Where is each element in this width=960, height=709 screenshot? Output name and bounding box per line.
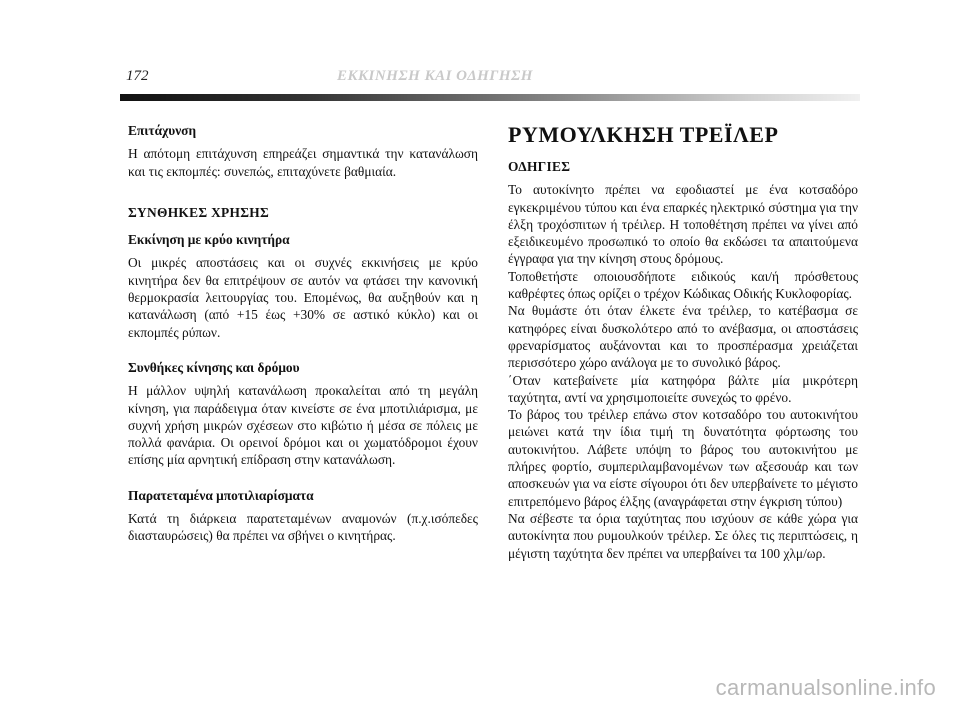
cold-engine-text: Οι μικρές αποστάσεις και οι συχνές εκκινήσεις με κρύο κινητήρα δεν θα επιτρέψουν σε αυτόν να φτάσει την κανονική θερμοκρασία λειτουργίας του. Επομένως, θα αυξηθούν και η κατανάλωση (από +15 έως +30% σε αστικό κύκλο) και οι εκπομπές ρύπων.: [128, 255, 478, 340]
acceleration-heading: Επιτάχυνση: [128, 123, 197, 138]
section-title: ΕΚΚΙΝΗΣΗ ΚΑΙ ΟΔΗΓΗΣΗ: [337, 68, 533, 84]
right-column: [508, 122, 858, 562]
cold-engine-heading: Εκκίνηση με κρύο κινητήρα: [128, 232, 290, 248]
header-divider-bar: [120, 94, 860, 101]
traffic-conditions-text: Η μάλλον υψηλή κατανάλωση προκαλείται από τη μεγάλη κίνηση, για παράδειγμα όταν κινείστε σε ένα μποτιλιάρισμα, με συχνή χρήση μικρών σχέσεων στο κιβώτιο ή μέσα σε πόλεις με πολλά φανάρια. Οι ορεινοί δρόμοι και οι χωματόδρομοι έχουν επίσης μία αρνητική επίδραση στην κατανάλωση.: [128, 383, 478, 468]
watermark: carmanualsonline.info: [715, 675, 936, 700]
traffic-jam-heading: Παρατεταμένα μποτιλιαρίσματα: [128, 487, 314, 503]
towing-paragraph-5: Το βάρος του τρέιλερ επάνω στον κοτσαδόρο του αυτοκινήτου μειώνει κατά την ίδια τιμή τη δυνατότητα φόρτωσης του αυτοκινήτου. Λάβετε υπόψη το βάρος του αυτοκινήτου με πλήρες φορτίο, συμπεριλαμβανομένων των αξεσουάρ και των αποσκευών για να είστε σίγουροι ότι δεν υπερβαίνετε το μέγιστο επιτρεπόμενο βάρος έλξης (αναγράφεται στην έγκριση τύπου): [508, 407, 858, 509]
towing-title: ΡΥΜΟΥΛΚΗΣΗ ΤΡΕΪΛΕΡ: [508, 122, 779, 147]
towing-paragraph-2: Τοποθετήστε οποιουσδήποτε ειδικούς και/ή πρόσθετους καθρέφτες όπως ορίζει ο τρέχον Κώδικας Οδικής Κυκλοφορίας.: [508, 268, 858, 302]
page-header: [120, 68, 860, 100]
page-number: 172: [126, 68, 149, 84]
towing-paragraph-6: Να σέβεστε τα όρια ταχύτητας που ισχύουν σε κάθε χώρα για αυτοκίνητα που ρυμουλκούν τρέιλερ. Σε όλες τις περιπτώσεις, η μέγιστη ταχύτητα δεν πρέπει να υπερβαίνει τα 100 χλμ/ωρ.: [508, 510, 858, 561]
left-column: [128, 122, 478, 545]
traffic-conditions-heading: Συνθήκες κίνησης και δρόμου: [128, 359, 300, 375]
instructions-heading: ΟΔΗΓΙΕΣ: [508, 159, 571, 174]
towing-paragraph-1: Το αυτοκίνητο πρέπει να εφοδιαστεί με ένα κοτσαδόρο εγκεκριμένου τύπου και ένα επαρκές ηλεκτρικό σύστημα για την έλξη τροχόσπιτων ή τρέιλερ. Η τοποθέτηση πρέπει να γίνει από εξειδικευμένο προσωπικό το οποίο θα εκδώσει τα απαιτούμενα έγγραφα για την κίνηση στους δρόμους.: [508, 182, 858, 267]
traffic-jam-text: Κατά τη διάρκεια παρατεταμένων αναμονών (π.χ.ισόπεδες διασταυρώσεις) θα πρέπει να σβήνει ο κινητήρας.: [128, 511, 478, 544]
acceleration-text: Η απότομη επιτάχυνση επηρεάζει σημαντικά την κατανάλωση και τις εκπομπές: συνεπώς, επιταχύνετε βαθμιαία.: [128, 146, 478, 179]
towing-paragraph-4: ΄Οταν κατεβαίνετε μία κατηφόρα βάλτε μία μικρότερη ταχύτητα, αντί να χρησιμοποιείτε συνεχώς το φρένο.: [508, 372, 858, 405]
towing-paragraph-3: Να θυμάστε ότι όταν έλκετε ένα τρέιλερ, το κατέβασμα σε κατηφόρες είναι δυσκολότερο από το ανέβασμα, οι αποστάσεις φρεναρίσματος αυξάνονται και το προσπέρασμα χρειάζεται περισσότερο χώρο ανάλογα με το συνολικό βάρος.: [508, 303, 858, 371]
usage-conditions-heading: ΣΥΝΘΗΚΕΣ ΧΡΗΣΗΣ: [128, 204, 270, 220]
